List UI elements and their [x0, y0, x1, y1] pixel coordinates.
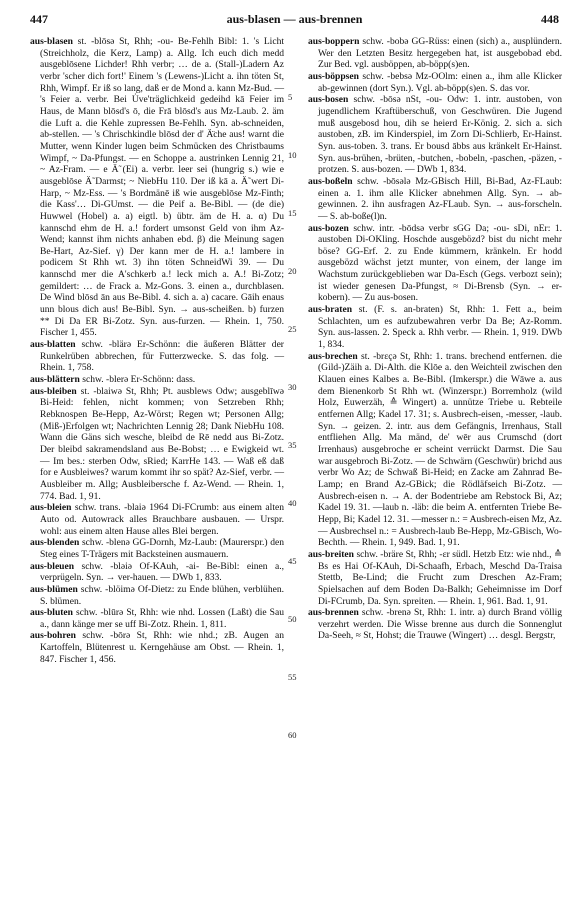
dictionary-entry	[308, 549, 562, 607]
entry-body: schw. -blūrə St, Rhh: wie nhd. Lossen (Laßt) die Sau a., dann känge mer se uff Bi-Zotz. Rhein. 1, 811.	[40, 607, 284, 630]
line-number: 30	[288, 382, 297, 392]
line-number: 10	[288, 150, 297, 160]
entry-body: schw. -bōrə St, Rhh: wie nhd.; zB. Augen an Kartoffeln, Blütenrest u. Kerngehäuse am Obst. — Rhein. 1, 847. Fischer 1, 456.	[40, 630, 284, 665]
dictionary-entry	[30, 630, 284, 665]
entry-body: schw. -bobə GG-Rüss: einen (sich) a., ausplündern. Wer den Letzten Besitz hergegeben hat, ist ausgebobəd ebd. Zur Bed. vgl. ausböppen, ab-böpp(s)en.	[318, 36, 562, 71]
dictionary-entry	[308, 94, 562, 176]
entry-body: st. -blōsə St, Rhh; -ou- Be-Fehlh Bibl: 1. 's Licht (Streichholz, die Kerz, Lamp) a. Allg. Ich euch dich medd ausgeblōsene Lichder! Rhh verbr; … de a. (Stall-)Ladern Az verbr 'scher dich fort!' Einem 's (Lewens-)Licht a. ihn töten St, Rhh, Wimpf. Er iß so lang, daß er de Mond a. kann Mz-Bud. — 's Feier a. verbr. Bei U̇ve'träglichkeid gedeihd kā Feier im Haus, de Mann blōsd's ō, die Frā blōsd's aus Mz-Laub. 2. äm die Luft a. die Kehle zupressen Be-Fehlh. Syn. ab-schneiden, ab-stellen. — 's Chrischkindle blōsd der d' Ä̈che aus! warnt die Mutter, wenn Kinder lugen beim Schmücken des Christbaums Wimpf, ~ Da-Pfungst. — en Schoppe a. austrinken Lennig 21, ~ Az-Fram. — e Ä̃ (Ei) a. verbr. leer sei (hungrig s.) wie e ausgeblōse Ä̃ Darmst; ~ NiebHu 110. Der iß kā a. Ä̃ wert Di-Harp, ~ Mz-Ess. — 's Bordmänē iß wie ausgeblōse Mz-Finth; die Kass'… Di-GUmst. — die Peif a. Be-Bibl. — (de die) Huwwel (Hobel) a. a) eigtl. b) übtr. äm de H. a. α) Du kannschd ehm de H. a.! fordert umsonst Geld von ihm Az-Wend; kannst ihm nichts anhaben ebd. β) die Meinung sagen Be-Hart, Az-Sief. γ) Der kann mer de H. a.! lambere in podicem St Rhh wt. 3) ihn töten SchneidWi 39. — Du kannschd mer die A'schkerb a.! leck mich a. A.! Bi-Zotz; gemildert: … de Frack a. Mz-Gons. 3. einen a., durchblasen. De Wind blōsd ān aus Be-Bibl. 4. sich a. a) cacare. Gāih enaus unn blous dich aus! Be-Bibl. Syn. → aus-scheißen. b) furzen ** Di Da ER Bi-Zotz. Syn. aus-furzen. — Rhein. 1, 750. Fischer 1, 455.	[40, 36, 284, 339]
dictionary-entry	[30, 36, 284, 339]
entry-body: st. -brɛçə St, Rhh: 1. trans. brechend entfernen. die (Gild-)Zäih a. Di-Alth. die Klōe a. den Weichteil zwischen den Klauen eines Kalbes a. Be-Bibl. (Imkerspr.) die Wāwe a. aus dem Bienenkorb St Rhh wt. (Winzerspr.) Borremholz (wild Holz, Euwerzäh, ≙ Wingert) a. unnütze Triebe u. Rebteile entfernen Allg; Kadel 17. 31; s. Ausbrech-eisen, -messer, -laub. Syn. → geizen. 2. intr. aus dem Gefängnis, Irrenhaus, Stall entfliehen Allg. Ma mänd, de' wēr aus Crumschd (dort Irrenhaus) ausgebroche er scheint verrückt Darmst. Die Sau war ausgebroch Bi-Zotz. — de Schwärn (Geschwür) brichd aus verbr Wo Az; de Schwaß Bi-Heid; en Zacke am Zahnrad Be-Lamp; en Brand Az-GBick; die Rödläfseich Bi-Zotz. — Ausbrech-eisen n. → A. der Bodentriebe am Rebstock Bi, Az; Kadel 19. 31. —laub n. -läb: die beim A. entfernten Triebe Be-Hepp, Bi; Kadel 12. 31. —messer n.: = Ausbrech-eisen Mz, Az. — Ausbrechsel n.: = Ausbrech-laub Be-Hepp, Mz-GBisch, Wo-Bechth. — Rhein. 1, 949. Bad. 1, 91.	[318, 350, 562, 549]
right-column	[308, 36, 562, 642]
entry-headword: aus-boßeln	[308, 175, 353, 187]
entry-body: schw. -blenə GG-Dornh, Mz-Laub: (Maurerspr.) den Steg eines T-Trägers mit Backsteinen ausmauern.	[40, 537, 284, 560]
page-number-left: 447	[30, 12, 48, 26]
entry-body: schw. intr. -bōdsə verbr sGG Da; -ou- sDi, nEr: 1. austoben Di-OKling. Hoschde ausgebözd? bist du nicht mehr böse? GG-Erf. 2. zu Ende kümmern, kränkeln. Er hodd ausgebözd wächst jetzt munter, von einem, der lange im Wachstum zurückgeblieben war Da-Esch (Gegs. verbozt sein); ist wieder genesen Da-Pfungst, ≈ Di-Brensb (Syn. → er-kobern). — Zu aus-bosen.	[318, 222, 562, 304]
line-number: 15	[288, 208, 297, 218]
entry-body: schw. -blöimə Of-Dietz: zu Ende blühen, verblühen. S. blümen.	[40, 583, 284, 607]
entry-body: schw. -bləiə Of-KAuh, -ai- Be-Bibl: einen a., verprügeln. Syn. → ver-hauen. — DWb 1, 833.	[40, 560, 284, 584]
entry-headword: aus-blümen	[30, 583, 78, 595]
entry-headword: aus-bleiben	[30, 385, 77, 397]
dictionary-entry	[308, 304, 562, 351]
entry-body: schw. -blärə Er-Schönn: die äußeren Blätter der Runkelrüben abbrechen, für Futterzwecke. S. das folg. — Rhein. 1, 758.	[40, 339, 284, 374]
entry-headword: aus-braten	[308, 304, 353, 316]
entry-body: schw. -blerə Er-Schönn: dass.	[79, 374, 196, 386]
line-number: 55	[288, 672, 297, 682]
entry-headword: aus-bozen	[308, 222, 349, 234]
line-number: 5	[288, 92, 293, 102]
line-number: 40	[288, 498, 297, 508]
entry-headword: aus-bleien	[30, 502, 72, 514]
entry-headword: aus-blättern	[30, 374, 80, 386]
entry-headword: aus-boppern	[308, 36, 360, 47]
entry-body: schw. -brenə St, Rhh: 1. intr. a) durch Brand völlig verzehrt werden. Die Wisse brenne aus durch die Sonnenglut Da-Seeh, ≈ St, Hohst; die Trauwe (Wingert) … desgl. Bergstr,	[318, 607, 562, 642]
dictionary-entry	[30, 537, 284, 560]
dictionary-entry	[30, 386, 284, 503]
dictionary-entry	[30, 607, 284, 630]
line-number: 20	[288, 266, 297, 276]
entry-body: schw. -bōsələ Mz-GBisch Hill, Bi-Bad, Az-FLaub: einen a. 1. ihm alle Klicker abnehmen Allg. Syn. → ab-gewinnen. 2. ihn ausfragen Az-FLaub. Syn. → aus-forscheln. — S. ab-boße(l)n.	[318, 175, 562, 222]
entry-body: schw. trans. -blaiə 1964 Di-FCrumb: aus einem alten Auto od. Autowrack alles Brauchbare ausbauen. — Urspr. wohl: aus einem alten Hause alles Blei bergen.	[40, 502, 284, 537]
dictionary-entry	[30, 561, 284, 584]
page-header	[30, 12, 559, 28]
entry-headword: aus-brechen	[308, 350, 358, 362]
dictionary-entry	[308, 607, 562, 642]
entry-body: st. (F. s. an-braten) St, Rhh: 1. Fett a., beim Schlachten, um es aufzubewahren verbr Da Be; Az-Romm. Syn. aus-lassen. 2. Speck a. Rhh verbr. — Rhein. 1, 919. DWb 1, 834.	[318, 304, 562, 351]
dictionary-entry	[308, 223, 562, 305]
entry-headword: aus-blenden	[30, 537, 80, 549]
entry-headword: aus-bleuen	[30, 560, 75, 572]
dictionary-entry	[30, 339, 284, 374]
entry-body: schw. -bebsə Mz-OOlm: einen a., ihm alle Klicker ab-gewinnen (dort Syn.). Vgl. ab-böpp(s)en. S. das vor.	[318, 70, 562, 94]
left-column	[30, 36, 284, 665]
entry-headword: aus-böppsen	[308, 70, 359, 82]
dictionary-entry	[30, 374, 284, 386]
dictionary-entry	[30, 502, 284, 537]
dictionary-entry	[308, 351, 562, 549]
entry-headword: aus-blatten	[30, 339, 76, 351]
dictionary-entry	[308, 176, 562, 223]
line-number: 35	[288, 440, 297, 450]
entry-headword: aus-brennen	[308, 607, 359, 619]
dictionary-entry	[30, 584, 284, 607]
running-title: aus-blasen — aus-brennen	[226, 12, 363, 26]
entry-headword: aus-bosen	[308, 94, 349, 106]
entry-headword: aus-bluten	[30, 607, 73, 619]
entry-body: schw. -bōsə nSt, -ou- Odw: 1. intr. austoben, von jugendlichem Kraftüberschuß, von Geschwüren. Die Jugend muß ausgebosd hou, dih se heierd Er-König. 2. sich a. sich austoben, zB. im Kinderspiel, im Zorn Di-Schlierb, Er-Hainst. Syn. aus-toben. 3. trans. Er bousd ābbs aus kränkelt Er-Hainst. Syn. aus-brühen, -brüten, -butchen, -bobeln, -paschen, -päzen, -protzen. S. aus-bozen. — DWb 1, 834.	[318, 94, 562, 176]
page-number-right: 448	[541, 12, 559, 26]
line-number: 50	[288, 614, 297, 624]
entry-headword: aus-bohren	[30, 630, 76, 642]
dictionary-entry	[308, 36, 562, 71]
entry-body: schw. -bräre St, Rhh; -ɛr südl. Hetzb Etz: wie nhd., ≙ Bs es Hai Of-KAuh, Di-Schaafh, Erbach, Meschd Da-Traisa Stettb, Be-Lind; die Frucht zum Dreschen Az-Fram; Spielsachen auf dem Boden Da-Balkh; Geheimnisse im Dorf Di-FCrumb, Da. Syn. spreiten. — Rhein. 1, 961. Bad. 1, 91.	[318, 548, 562, 607]
line-number: 25	[288, 324, 297, 334]
dictionary-entry	[308, 71, 562, 94]
entry-body: st. -blaiwə St, Rhh; Pt. ausblews Odw; ausgeblīwə Bi-Heid: fehlen, nicht kommen; von Setzreben Rhh; Rebknospen Be-Hepp, Az-Wörst; Regen wt; Personen Allg; (Miß-)Erfolgen wt; Nachrichten Lennig 28; Dank NiebHu 108. Wann die Gäns sich wesche, bleibd de Rē nedd aus Bi-Zotz. Der bleibd sakramendsland aus Be-Bobst; … e Ewigkeid wt. — Im bes.: sterben Odw, sRied; KarrHe 143. — Waß eß daß for e Ausbleiwes? warum kommt ihr so spät? Az-Sief, verbr. — Ausbleiber m. Allg; Ausbleibersche f. Az-Wend. — Rhein. 1, 774. Bad. 1, 91.	[40, 385, 284, 502]
line-number: 45	[288, 556, 297, 566]
line-number: 60	[288, 730, 297, 740]
entry-headword: aus-blasen	[30, 36, 73, 47]
entry-headword: aus-breiten	[308, 548, 354, 560]
